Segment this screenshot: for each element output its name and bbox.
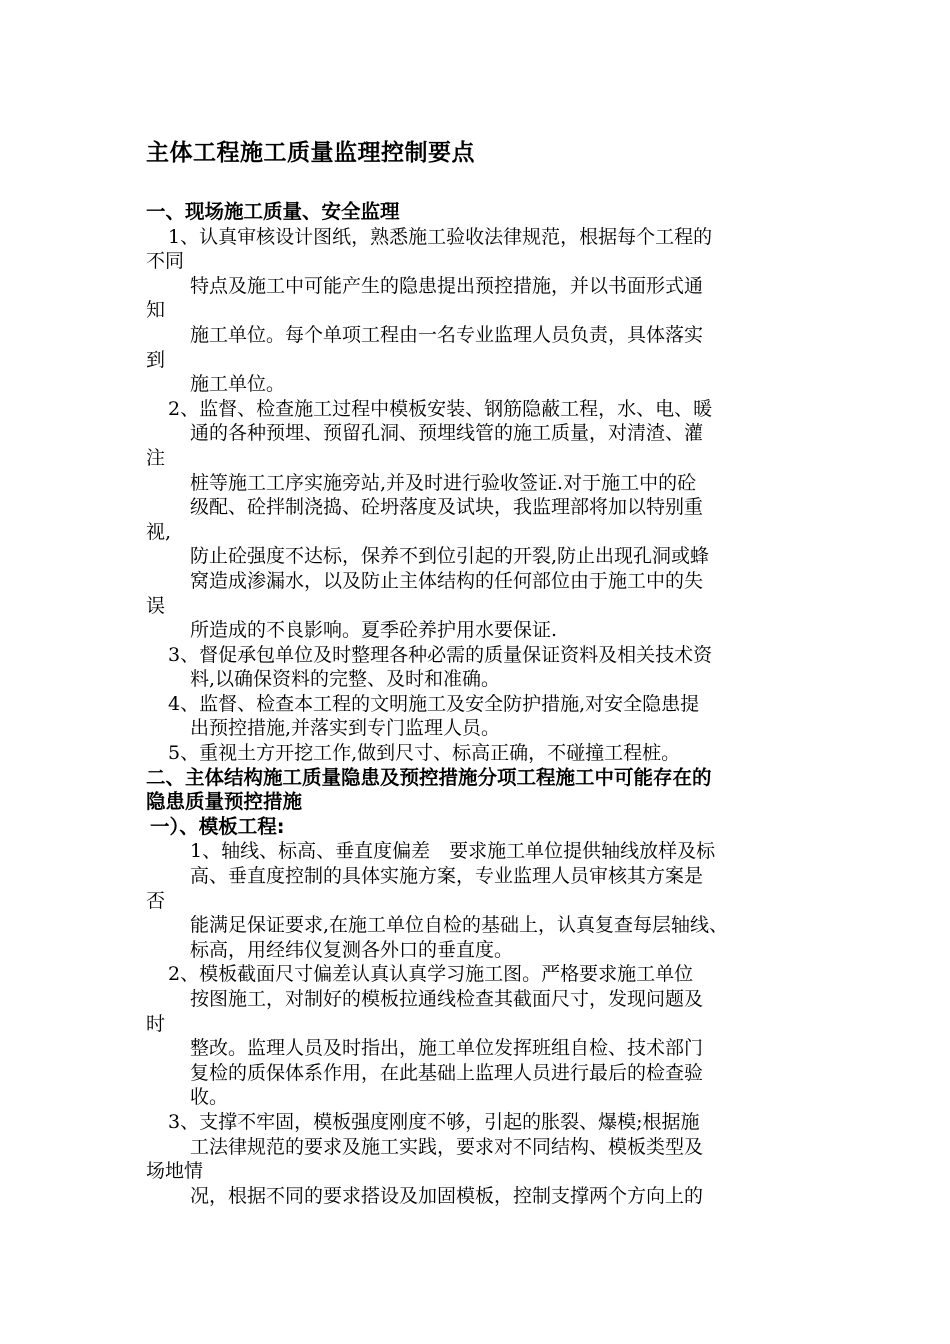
paragraph-line: 注 [146, 446, 166, 469]
paragraph-line: 窝造成渗漏水，以及防止主体结构的任何部位由于施工中的失 [190, 569, 704, 592]
paragraph-line: 桩等施工工序实施旁站,并及时进行验收签证.对于施工中的砼 [190, 471, 697, 494]
paragraph-line: 工法律规范的要求及施工实践，要求对不同结构、模板类型及 [190, 1135, 704, 1158]
paragraph-line: 时 [146, 1012, 166, 1035]
paragraph-line: 高、垂直度控制的具体实施方案，专业监理人员审核其方案是 [190, 865, 704, 888]
paragraph-line: 5、重视土方开挖工作,做到尺寸、标高正确，不碰撞工程桩。 [168, 742, 681, 765]
paragraph-line: 不同 [146, 250, 185, 273]
paragraph-line: 收。 [190, 1086, 229, 1109]
paragraph-line: 知 [146, 299, 166, 322]
paragraph-line: 级配、砼拌制浇捣、砼坍落度及试块，我监理部将加以特别重 [190, 496, 704, 519]
paragraph-line: 1、认真审核设计图纸，熟悉施工验收法律规范，根据每个工程的 [168, 225, 713, 248]
paragraph-line: 否 [146, 889, 166, 912]
paragraph-line: 误 [146, 594, 166, 617]
paragraph-line: 标高，用经纬仪复测各外口的垂直度。 [190, 938, 514, 961]
paragraph-line: 按图施工，对制好的模板拉通线检查其截面尺寸，发现问题及 [190, 988, 704, 1010]
paragraph-line: 复检的质保体系作用，在此基础上监理人员进行最后的检查验 [190, 1061, 704, 1084]
paragraph-line: 能满足保证要求,在施工单位自检的基础上，认真复查每层轴线、 [190, 914, 729, 937]
section-heading-line: 一、现场施工质量、安全监理 [146, 200, 400, 223]
paragraph-line: 1、轴线、标高、垂直度偏差 要求施工单位提供轴线放样及标 [190, 840, 716, 863]
paragraph-line: 施工单位。每个单项工程由一名专业监理人员负责，具体落实 [190, 323, 704, 346]
section-heading-line: 隐患质量预控措施 [146, 790, 303, 814]
paragraph-line: 到 [146, 348, 166, 371]
paragraph-line: 4、监督、检查本工程的文明施工及安全防护措施,对安全隐患提 [168, 692, 700, 715]
paragraph-line: 施工单位。 [190, 373, 286, 396]
paragraph-line: 出预控措施,并落实到专门监理人员。 [190, 717, 501, 740]
document-title: 主体工程施工质量监理控制要点 [146, 140, 475, 166]
document-body [146, 200, 826, 1208]
paragraph-line: 3、督促承包单位及时整理各种必需的质量保证资料及相关技术资 [168, 643, 713, 666]
paragraph-line: 防止砼强度不达标，保养不到位引起的开裂,防止出现孔洞或蜂 [190, 545, 710, 568]
paragraph-line: 视, [146, 520, 172, 543]
paragraph-line: 3、支撑不牢固，模板强度刚度不够，引起的胀裂、爆模;根据施 [168, 1110, 700, 1133]
paragraph-line: 所造成的不良影响。夏季砼养护用水要保证. [190, 619, 558, 642]
paragraph-line: 2、监督、检查施工过程中模板安装、钢筋隐蔽工程，水、电、暖 [168, 397, 713, 420]
paragraph-line: 2、模板截面尺寸偏差认真认真学习施工图。严格要求施工单位 [168, 963, 694, 986]
paragraph-line: 场地情 [146, 1160, 204, 1183]
paragraph-line: 整改。监理人员及时指出，施工单位发挥班组自检、技术部门 [190, 1037, 704, 1060]
paragraph-line: 况，根据不同的要求搭设及加固模板，控制支撑两个方向上的 [190, 1184, 704, 1207]
paragraph-line: 特点及施工中可能产生的隐患提出预控措施，并以书面形式通 [190, 274, 704, 297]
section-heading-line: 二、主体结构施工质量隐患及预控措施分项工程施工中可能存在的 [146, 765, 712, 789]
paragraph-line: 通的各种预埋、预留孔洞、预埋线管的施工质量，对清渣、灌 [190, 422, 704, 445]
paragraph-line: 料,以确保资料的完整、及时和准确。 [190, 668, 501, 691]
section-heading-line: 一）、模板工程: [150, 814, 285, 838]
